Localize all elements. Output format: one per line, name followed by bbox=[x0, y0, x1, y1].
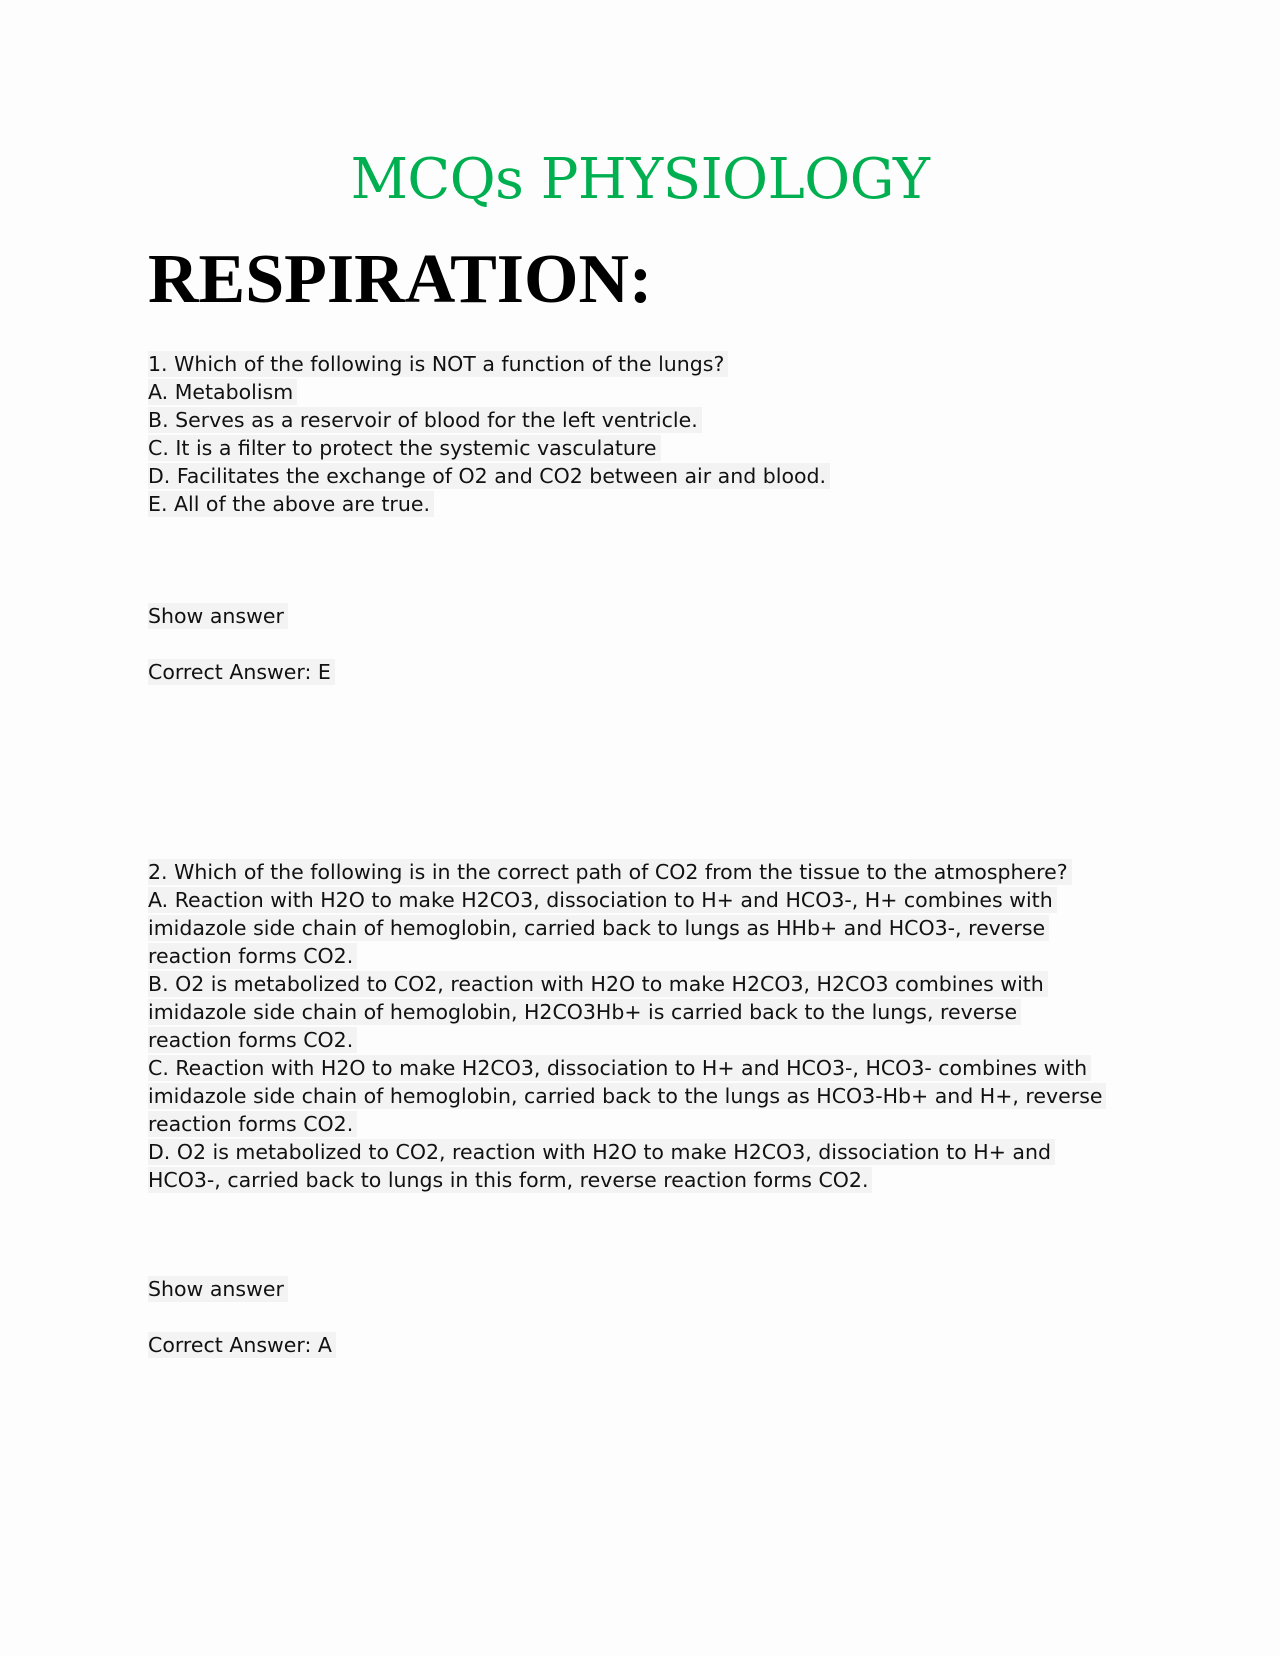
show-answer-link[interactable]: Show answer bbox=[148, 1276, 288, 1302]
question-2-correct-answer: Correct Answer: A bbox=[148, 1331, 336, 1359]
question-1 bbox=[148, 350, 830, 518]
question-2-option-d-line-1: D. O2 is metabolized to CO2, reaction with H2O to make H2CO3, dissociation to H+ and bbox=[148, 1138, 1128, 1166]
question-2-option-c-line-3: reaction forms CO2. bbox=[148, 1110, 1128, 1138]
question-1-option-a: A. Metabolism bbox=[148, 378, 830, 406]
question-1-option-e: E. All of the above are true. bbox=[148, 490, 830, 518]
question-2 bbox=[148, 858, 1128, 1194]
document-title: MCQs PHYSIOLOGY bbox=[350, 147, 930, 212]
question-2-option-a-line-3: reaction forms CO2. bbox=[148, 942, 1128, 970]
question-1-show-answer[interactable] bbox=[148, 602, 288, 630]
question-1-option-d: D. Facilitates the exchange of O2 and CO2 between air and blood. bbox=[148, 462, 830, 490]
question-2-option-a-line-2: imidazole side chain of hemoglobin, carried back to lungs as HHb+ and HCO3-, reverse bbox=[148, 914, 1128, 942]
question-2-option-c-line-1: C. Reaction with H2O to make H2CO3, dissociation to H+ and HCO3-, HCO3- combines with bbox=[148, 1054, 1128, 1082]
question-1-correct-answer: Correct Answer: E bbox=[148, 658, 335, 686]
show-answer-link[interactable]: Show answer bbox=[148, 603, 288, 629]
question-2-option-d-line-2: HCO3-, carried back to lungs in this form, reverse reaction forms CO2. bbox=[148, 1166, 1128, 1194]
question-2-option-c-line-2: imidazole side chain of hemoglobin, carried back to the lungs as HCO3-Hb+ and H+, reverse bbox=[148, 1082, 1128, 1110]
question-2-option-a-line-1: A. Reaction with H2O to make H2CO3, dissociation to H+ and HCO3-, H+ combines with bbox=[148, 886, 1128, 914]
section-title: RESPIRATION: bbox=[148, 241, 653, 318]
question-1-stem: 1. Which of the following is NOT a function of the lungs? bbox=[148, 350, 830, 378]
question-2-show-answer[interactable] bbox=[148, 1275, 288, 1303]
question-2-stem: 2. Which of the following is in the correct path of CO2 from the tissue to the atmosphere? bbox=[148, 858, 1128, 886]
question-1-option-c: C. It is a filter to protect the systemic vasculature bbox=[148, 434, 830, 462]
question-2-option-b-line-3: reaction forms CO2. bbox=[148, 1026, 1128, 1054]
question-1-option-b: B. Serves as a reservoir of blood for the left ventricle. bbox=[148, 406, 830, 434]
question-2-option-b-line-1: B. O2 is metabolized to CO2, reaction with H2O to make H2CO3, H2CO3 combines with bbox=[148, 970, 1128, 998]
question-2-option-b-line-2: imidazole side chain of hemoglobin, H2CO3Hb+ is carried back to the lungs, reverse bbox=[148, 998, 1128, 1026]
